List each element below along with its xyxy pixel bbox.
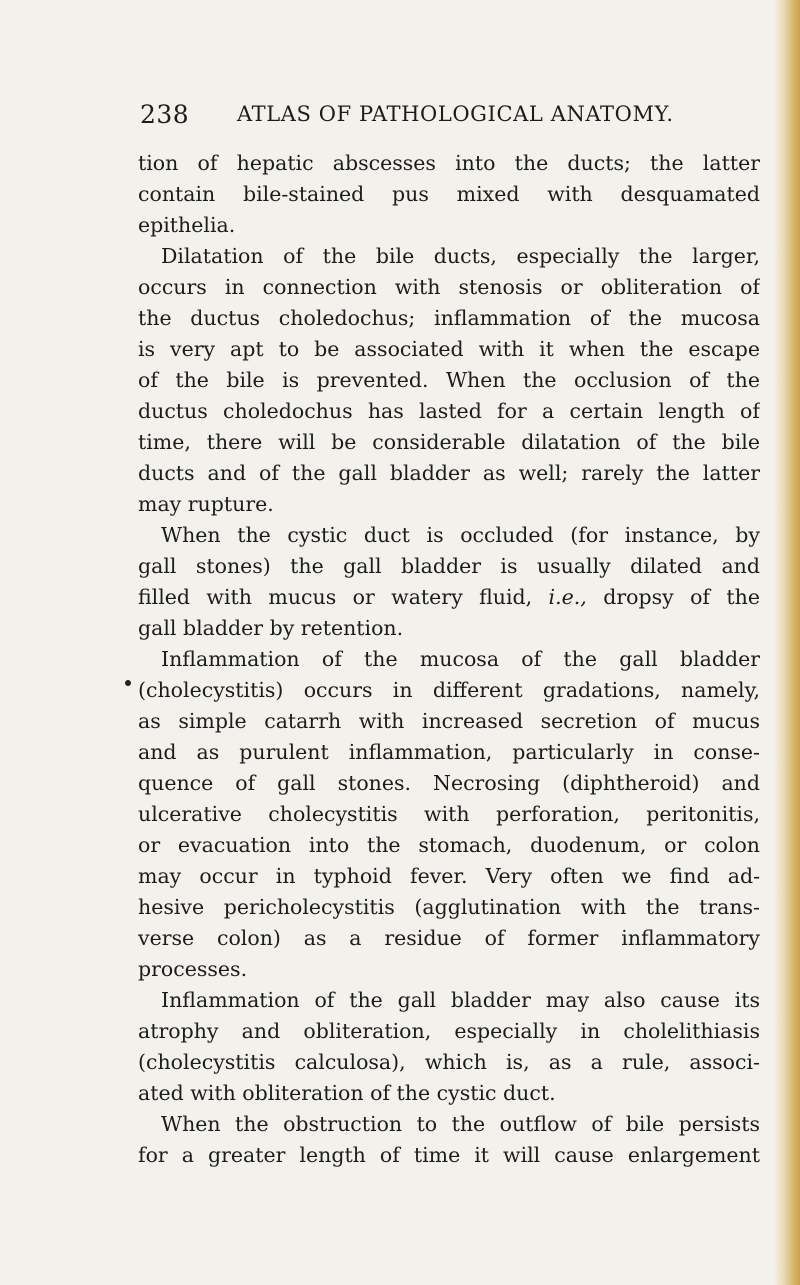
text-line: Dilatation of the bile ducts, especially the larger, xyxy=(161,244,760,268)
text-line: time, there will be considerable dilatation of the bile xyxy=(138,430,760,454)
text-line: (cholecystitis) occurs in different gradations, namely, xyxy=(138,678,760,702)
text-line: as simple catarrh with increased secretion of mucus xyxy=(138,709,760,733)
text-line: the ductus choledochus; inflammation of the mucosa xyxy=(138,306,760,330)
text-line: gall bladder by retention. xyxy=(138,616,404,640)
text-line: quence of gall stones. Necrosing (diphtheroid) and xyxy=(138,771,760,795)
text-line: is very apt to be associated with it when the escape xyxy=(138,337,760,361)
text-segment: dropsy of the xyxy=(603,585,760,609)
text-line: gall stones) the gall bladder is usually dilated and xyxy=(138,554,760,578)
text-line: occurs in connection with stenosis or obliteration of xyxy=(138,275,760,299)
text-line: contain bile-stained pus mixed with desquamated xyxy=(138,182,760,206)
text-line: processes. xyxy=(138,957,248,981)
text-line: epithelia. xyxy=(138,213,236,237)
page-number: 238 xyxy=(140,100,190,129)
text-line: (cholecystitis calculosa), which is, as a rule, associ- xyxy=(138,1050,760,1074)
text-line: ductus choledochus has lasted for a certain length of xyxy=(138,399,760,423)
text-line: of the bile is prevented. When the occlusion of the xyxy=(138,368,760,392)
text-line: ulcerative cholecystitis with perforation, peritonitis, xyxy=(138,802,760,826)
text-line xyxy=(138,582,760,613)
text-line: tion of hepatic abscesses into the ducts; the latter xyxy=(138,151,760,175)
margin-mark xyxy=(125,680,131,686)
body-text xyxy=(138,148,760,1171)
page-edge xyxy=(774,0,800,1285)
text-line: When the cystic duct is occluded (for instance, by xyxy=(161,523,760,547)
text-line: and as purulent inflammation, particularly in conse- xyxy=(138,740,760,764)
text-line: hesive pericholecystitis (agglutination with the trans- xyxy=(138,895,760,919)
text-line: may occur in typhoid fever. Very often we find ad- xyxy=(138,864,760,888)
text-line: ducts and of the gall bladder as well; rarely the latter xyxy=(138,461,760,485)
running-head: ATLAS OF PATHOLOGICAL ANATOMY. xyxy=(237,102,674,126)
text-line: ated with obliteration of the cystic duct. xyxy=(138,1081,556,1105)
text-line: for a greater length of time it will cause enlargement xyxy=(138,1143,760,1167)
text-line: When the obstruction to the outflow of bile persists xyxy=(161,1112,760,1136)
text-line: Inflammation of the gall bladder may also cause its xyxy=(161,988,760,1012)
text-line: or evacuation into the stomach, duodenum, or colon xyxy=(138,833,760,857)
page-header xyxy=(140,100,760,130)
text-segment: filled with mucus or watery fluid, xyxy=(138,585,533,609)
text-line: may rupture. xyxy=(138,492,274,516)
text-line: atrophy and obliteration, especially in cholelithiasis xyxy=(138,1019,760,1043)
text-line: verse colon) as a residue of former inflammatory xyxy=(138,926,760,950)
italic-ie: i.e., xyxy=(548,585,587,609)
text-line: Inflammation of the mucosa of the gall bladder xyxy=(161,647,760,671)
